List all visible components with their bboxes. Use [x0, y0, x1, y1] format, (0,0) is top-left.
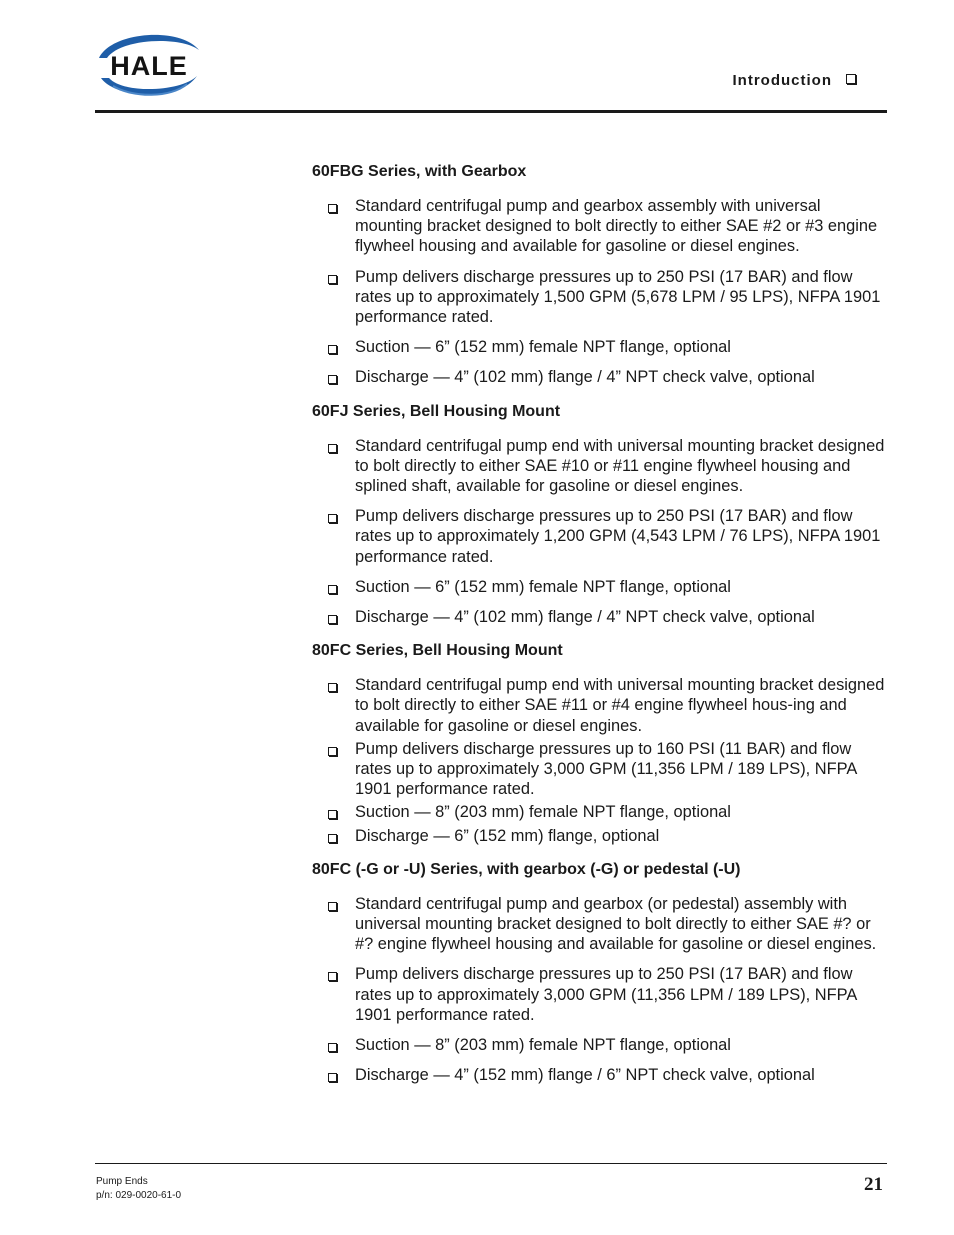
section-title: 60FJ Series, Bell Housing Mount — [312, 402, 561, 420]
document-title: Pump Ends — [96, 1176, 148, 1187]
section-60fj — [312, 402, 887, 628]
square-bullet-icon — [328, 902, 337, 911]
list-item: Suction — 6” (152 mm) female NPT flange, optional — [312, 337, 887, 357]
list-item: Pump delivers discharge pressures up to 160 PSI (11 BAR) and flow rates up to approximately 3,000 GPM (11,356 LPM / 189 LPS), NFPA 1901 performance rated. — [312, 739, 887, 800]
list-item: Discharge — 4” (102 mm) flange / 4” NPT check valve, optional — [312, 607, 887, 627]
square-bullet-icon — [328, 585, 337, 594]
main-content — [312, 162, 887, 1100]
list-item: Standard centrifugal pump and gearbox (or pedestal) assembly with universal mounting bracket designed to bolt directly to either SAE #? or #? engine flywheel housing and available for gasoline or diesel engines. — [312, 894, 887, 955]
list-item: Discharge — 4” (102 mm) flange / 4” NPT check valve, optional — [312, 367, 887, 387]
square-bullet-icon — [328, 1043, 337, 1052]
section-label: Introduction — [732, 72, 832, 89]
bullet-list — [312, 436, 887, 628]
square-bullet-icon — [846, 74, 856, 84]
footer-rule — [95, 1163, 887, 1164]
square-bullet-icon — [328, 810, 337, 819]
footer-info — [96, 1175, 181, 1203]
section-title: 80FC Series, Bell Housing Mount — [312, 642, 563, 660]
square-bullet-icon — [328, 345, 337, 354]
section-title: 80FC (-G or -U) Series, with gearbox (-G) or pedestal (-U) — [312, 860, 741, 878]
header-rule — [95, 110, 887, 113]
list-item: Suction — 8” (203 mm) female NPT flange, optional — [312, 1035, 887, 1055]
list-item: Standard centrifugal pump and gearbox assembly with universal mounting bracket designed to bolt directly to either SAE #2 or #3 engine flywheel housing and available for gasoline or diesel engines. — [312, 196, 887, 257]
square-bullet-icon — [328, 615, 337, 624]
list-item: Standard centrifugal pump end with universal mounting bracket designed to bolt directly to either SAE #10 or #11 engine flywheel housing and splined shaft, available for gasoline or diesel engines. — [312, 436, 887, 497]
bullet-list — [312, 894, 887, 1086]
list-item: Pump delivers discharge pressures up to 250 PSI (17 BAR) and flow rates up to approximately 3,000 GPM (11,356 LPM / 189 LPS), NFPA 1901 performance rated. — [312, 964, 887, 1025]
list-item: Suction — 8” (203 mm) female NPT flange, optional — [312, 802, 887, 822]
list-item: Discharge — 6” (152 mm) flange, optional — [312, 826, 887, 846]
square-bullet-icon — [328, 204, 337, 213]
bullet-list — [312, 675, 887, 846]
section-80fc — [312, 641, 887, 846]
list-item: Standard centrifugal pump end with universal mounting bracket designed to bolt directly to either SAE #11 or #4 engine flywheel hous-ing and available for gasoline or diesel engines. — [312, 675, 887, 736]
list-item: Pump delivers discharge pressures up to 250 PSI (17 BAR) and flow rates up to approximately 1,200 GPM (4,543 LPM / 76 LPS), NFPA 1901 performance rated. — [312, 506, 887, 567]
square-bullet-icon — [328, 514, 337, 523]
square-bullet-icon — [328, 1073, 337, 1082]
square-bullet-icon — [328, 444, 337, 453]
running-header — [733, 72, 856, 89]
list-item: Discharge — 4” (152 mm) flange / 6” NPT check valve, optional — [312, 1065, 887, 1085]
bullet-list — [312, 196, 887, 388]
list-item: Pump delivers discharge pressures up to 250 PSI (17 BAR) and flow rates up to approximately 1,500 GPM (5,678 LPM / 95 LPS), NFPA 1901 performance rated. — [312, 267, 887, 328]
square-bullet-icon — [328, 375, 337, 384]
page-number: 21 — [864, 1174, 883, 1195]
section-title: 60FBG Series, with Gearbox — [312, 163, 527, 180]
square-bullet-icon — [328, 683, 337, 692]
logo-wordmark: HALE — [110, 51, 188, 81]
square-bullet-icon — [328, 275, 337, 284]
hale-logo — [93, 28, 205, 102]
section-60fbg — [312, 162, 887, 388]
section-80fc-g-u — [312, 860, 887, 1086]
square-bullet-icon — [328, 972, 337, 981]
square-bullet-icon — [328, 834, 337, 843]
list-item: Suction — 6” (152 mm) female NPT flange, optional — [312, 577, 887, 597]
square-bullet-icon — [328, 747, 337, 756]
part-number: p/n: 029-0020-61-0 — [96, 1190, 182, 1201]
